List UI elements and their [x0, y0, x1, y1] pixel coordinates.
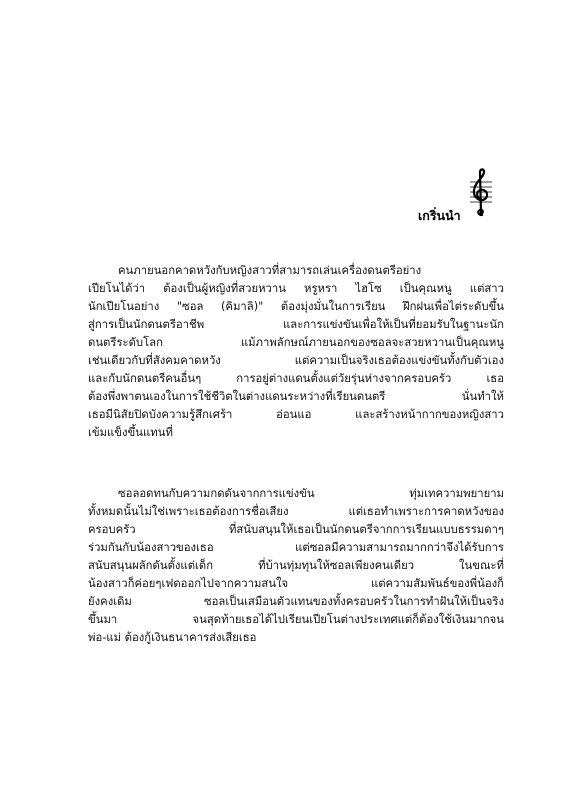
- page-heading: เกริ่นนำ: [418, 208, 461, 223]
- paragraph-line: ยังคงเดิม ซอลเป็นเสมือนตัวแทนของทั้งครอบครัวในการทำฝันให้เป็นจริง: [88, 595, 504, 608]
- paragraph-line: นักเปียโนอย่าง "ซอล (คิมาลิ)" ต้องมุ่งมั่นในการเรียน ฝึกฝนเพื่อไต่ระดับขึ้น: [88, 300, 504, 313]
- paragraph-line: ซอลอดทนกับความกดดันจากการแข่งขัน ทุ่มเทความพยายาม: [118, 487, 504, 500]
- paragraph-line: สนับสนุนผลักดันตั้งแต่เด็ก ที่บ้านทุ่มทุนให้ซอลเพียงคนเดียว ในขณะที่: [88, 559, 504, 572]
- paragraph-line: เปียโนได้ว่า ต้องเป็นผู้หญิงที่สวยหวาน หรูหรา ไฮโซ เป็นคุณหนู แต่สาว: [88, 282, 504, 295]
- paragraph-line: เข้มแข็งขึ้นแทนที่: [88, 426, 173, 439]
- paragraph-1: [88, 262, 504, 442]
- paragraph-line: ขึ้นมา จนสุดท้ายเธอได้ไปเรียนเปียโนต่างประเทศแต่ก็ต้องใช้เงินมากจน: [88, 613, 504, 626]
- paragraph-line: ร่วมกันกับน้องสาวของเธอ แต่ซอลมีความสามารถมากกว่าจึงได้รับการ: [88, 541, 504, 554]
- paragraph-line: และกับนักดนตรีคนอื่นๆ การอยู่ต่างแดนตั้งแต่วัยรุ่นห่างจากครอบครัว เธอ: [88, 372, 504, 385]
- paragraph-line: น้องสาวก็ค่อยๆเฟดออกไปจากความสนใจ แต่ความสัมพันธ์ของพี่น้องก็: [88, 577, 504, 590]
- paragraph-line: ดนตรีระดับโลก แม้ภาพลักษณ์ภายนอกของซอลจะสวยหวานเป็นคุณหนู: [88, 336, 504, 349]
- paragraph-line: ครอบครัว ที่สนับสนุนให้เธอเป็นนักดนตรีจากการเรียนแบบธรรมดาๆ: [88, 523, 504, 536]
- paragraph-line: ทั้งหมดนั้นไม่ใช่เพราะเธอต้องการชื่อเสียง แต่เธอทำเพราะการคาดหวังของ: [88, 505, 504, 518]
- paragraph-line: เธอมีนิสัยปิดบังความรู้สึกเศร้า อ่อนแอ และสร้างหน้ากากของหญิงสาว: [88, 408, 504, 421]
- paragraph-line: ต้องพึ่งพาตนเองในการใช้ชีวิตในต่างแดนระหว่างที่เรียนดนตรี นั่นทำให้: [88, 390, 504, 403]
- paragraph-2: [88, 485, 504, 647]
- paragraph-line: คนภายนอกคาดหวังกับหญิงสาวที่สามารถเล่นเครื่องดนตรีอย่าง: [118, 264, 422, 277]
- treble-clef-icon: [466, 168, 494, 218]
- paragraph-line: เช่นเดียวกับที่สังคมคาดหวัง แต่ความเป็นจริงเธอต้องแข่งขันทั้งกับตัวเอง: [88, 354, 504, 367]
- paragraph-line: สู่การเป็นนักดนตรีอาชีพ และการแข่งขันเพื่อให้เป็นที่ยอมรับในฐานะนัก: [88, 318, 504, 331]
- paragraph-line: พ่อ-แม่ ต้องกู้เงินธนาคารส่งเสียเธอ: [88, 631, 257, 644]
